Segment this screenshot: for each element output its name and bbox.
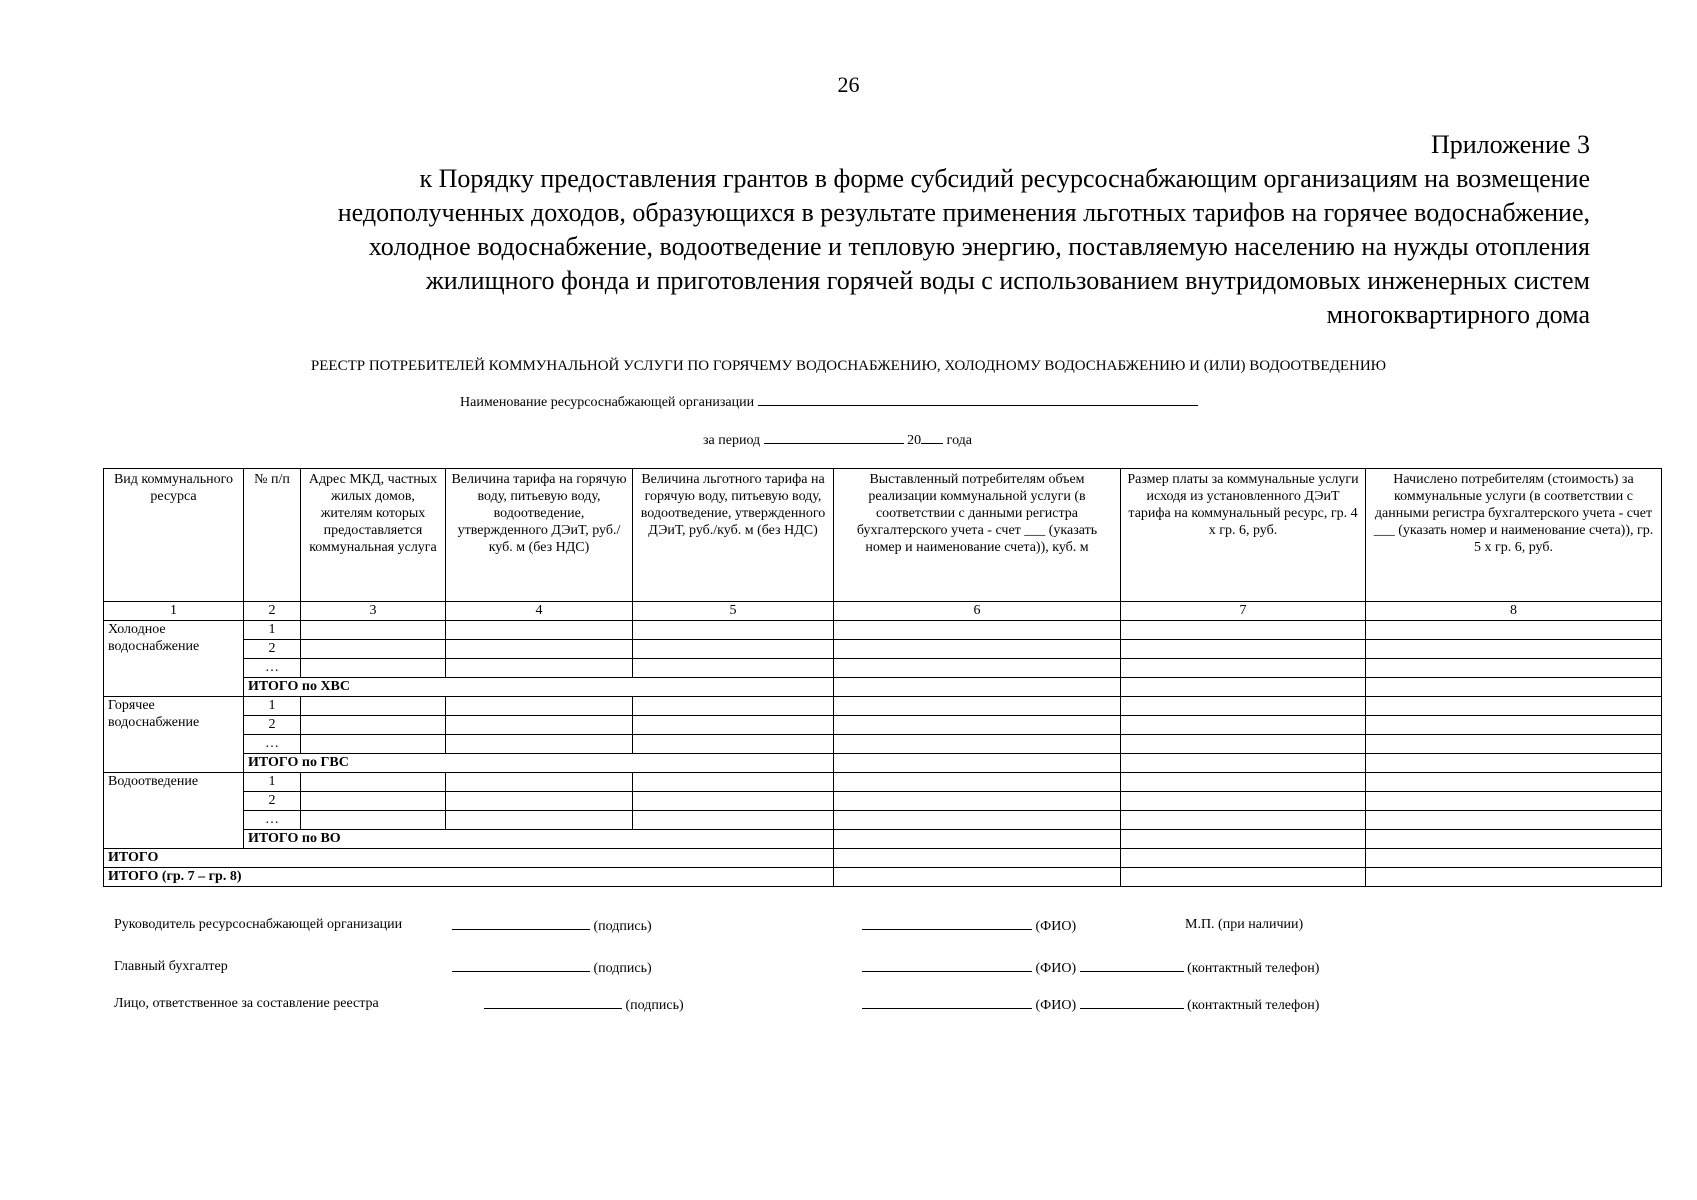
volume-cell <box>834 640 1121 659</box>
address-cell <box>301 659 446 678</box>
column-numbers-row <box>104 602 1662 621</box>
charged-cell <box>1366 868 1662 887</box>
charged-cell <box>1366 678 1662 697</box>
table-row <box>104 735 1662 754</box>
difference-total-label: ИТОГО (гр. 7 – гр. 8) <box>104 868 834 887</box>
signature-sign <box>452 959 652 977</box>
resource-cell: Водоотведение <box>104 773 244 849</box>
table-row <box>104 811 1662 830</box>
column-number: 6 <box>834 602 1121 621</box>
column-number: 7 <box>1121 602 1366 621</box>
col-header-preferential-tariff: Величина льготного тарифа на горячую воду, питьевую воду, водоотведение, утвержденного ДЭиТ, руб./куб. м (без НДС) <box>633 469 834 602</box>
row-number: 1 <box>244 773 301 792</box>
address-cell <box>301 621 446 640</box>
row-number: 2 <box>244 792 301 811</box>
period-blank <box>764 431 904 444</box>
signature-sign-label: (подпись) <box>625 998 684 1013</box>
tariff-cell <box>446 735 633 754</box>
payment-cell <box>1121 659 1366 678</box>
signature-role: Главный бухгалтер <box>114 959 228 974</box>
pref-tariff-cell <box>633 716 834 735</box>
charged-cell <box>1366 792 1662 811</box>
pref-tariff-cell <box>633 735 834 754</box>
period-year-prefix: 20 <box>907 433 922 448</box>
tariff-cell <box>446 697 633 716</box>
signature-sign <box>452 917 652 935</box>
signature-sign <box>484 996 684 1014</box>
tariff-cell <box>446 659 633 678</box>
appendix-line: многоквартирного дома <box>1326 300 1590 329</box>
appendix-line: жилищного фонда и приготовления горячей воды с использованием внутридомовых инженерных систем <box>425 266 1590 295</box>
name-blank <box>862 996 1032 1009</box>
address-cell <box>301 640 446 659</box>
payment-cell <box>1121 868 1366 887</box>
tariff-cell <box>446 640 633 659</box>
period-line <box>703 431 972 449</box>
appendix-line: холодное водоснабжение, водоотведение и тепловую энергию, поставляемую населению на нужды отопления <box>368 232 1590 261</box>
group-total-label: ИТОГО по ВО <box>244 830 834 849</box>
payment-cell <box>1121 678 1366 697</box>
volume-cell <box>834 792 1121 811</box>
tariff-cell <box>446 792 633 811</box>
charged-cell <box>1366 697 1662 716</box>
col-header-volume: Выставленный потребителям объем реализации коммунальной услуги (в соответствии с данными регистра бухгалтерского учета - счет ___ (указать номер и наименование счета)), куб. м <box>834 469 1121 602</box>
sign-blank <box>484 996 622 1009</box>
address-cell <box>301 735 446 754</box>
signature-name <box>862 959 1319 977</box>
group-total-row <box>104 830 1662 849</box>
charged-cell <box>1366 659 1662 678</box>
appendix-line: Приложение 3 <box>1430 130 1590 159</box>
table-header-row <box>104 469 1662 602</box>
signature-extra: М.П. (при наличии) <box>1185 917 1304 932</box>
org-name-line <box>460 393 1198 411</box>
pref-tariff-cell <box>633 811 834 830</box>
period-prefix: за период <box>703 433 761 448</box>
col-header-number: № п/п <box>244 469 301 602</box>
grand-total-label: ИТОГО <box>104 849 834 868</box>
group-total-row <box>104 754 1662 773</box>
table-row <box>104 640 1662 659</box>
signature-extra: (контактный телефон) <box>1187 961 1320 976</box>
volume-cell <box>834 716 1121 735</box>
signature-name <box>862 996 1319 1014</box>
page-number: 26 <box>837 72 860 97</box>
col-header-charged: Начислено потребителям (стоимость) за коммунальные услуги (в соответствии с данными регистра бухгалтерского учета - счет ___ (указать номер и наименование счета)), гр. 5 х гр. 6, руб. <box>1366 469 1662 602</box>
volume-cell <box>834 849 1121 868</box>
charged-cell <box>1366 735 1662 754</box>
address-cell <box>301 811 446 830</box>
volume-cell <box>834 678 1121 697</box>
payment-cell <box>1121 754 1366 773</box>
sign-blank <box>452 917 590 930</box>
signature-role: Руководитель ресурсоснабжающей организации <box>114 917 403 932</box>
col-header-payment: Размер платы за коммунальные услуги исходя из установленного ДЭиТ тарифа на коммунальный ресурс, гр. 4 х гр. 6, руб. <box>1121 469 1366 602</box>
col-header-address: Адрес МКД, частных жилых домов, жителям которых предоставляется коммунальная услуга <box>301 469 446 602</box>
payment-cell <box>1121 621 1366 640</box>
difference-total-row <box>104 868 1662 887</box>
signature-name <box>862 917 1076 935</box>
row-number: … <box>244 735 301 754</box>
appendix-line: к Порядку предоставления грантов в форме субсидий ресурсоснабжающим организациям на возмещение <box>419 164 1590 193</box>
table-row <box>104 697 1662 716</box>
column-number: 5 <box>633 602 834 621</box>
phone-blank <box>1080 959 1184 972</box>
pref-tariff-cell <box>633 659 834 678</box>
group-total-label: ИТОГО по ХВС <box>244 678 834 697</box>
payment-cell <box>1121 640 1366 659</box>
volume-cell <box>834 773 1121 792</box>
volume-cell <box>834 697 1121 716</box>
col-header-resource: Вид коммунального ресурса <box>104 469 244 602</box>
payment-cell <box>1121 830 1366 849</box>
row-number: 1 <box>244 621 301 640</box>
volume-cell <box>834 830 1121 849</box>
org-name-label: Наименование ресурсоснабжающей организации <box>460 395 755 410</box>
address-cell <box>301 792 446 811</box>
signature-sign-label: (подпись) <box>593 919 652 934</box>
volume-cell <box>834 735 1121 754</box>
sign-blank <box>452 959 590 972</box>
tariff-cell <box>446 621 633 640</box>
name-blank <box>862 917 1032 930</box>
volume-cell <box>834 811 1121 830</box>
table-row <box>104 773 1662 792</box>
charged-cell <box>1366 621 1662 640</box>
charged-cell <box>1366 849 1662 868</box>
year-blank <box>921 431 943 444</box>
row-number: 1 <box>244 697 301 716</box>
payment-cell <box>1121 849 1366 868</box>
charged-cell <box>1366 811 1662 830</box>
grand-total-row <box>104 849 1662 868</box>
volume-cell <box>834 621 1121 640</box>
name-blank <box>862 959 1032 972</box>
charged-cell <box>1366 640 1662 659</box>
charged-cell <box>1366 773 1662 792</box>
appendix-line: недополученных доходов, образующихся в результате применения льготных тарифов на горячее водоснабжение, <box>337 198 1590 227</box>
charged-cell <box>1366 754 1662 773</box>
signature-extra: (контактный телефон) <box>1187 998 1320 1013</box>
org-name-blank <box>758 393 1198 406</box>
payment-cell <box>1121 811 1366 830</box>
row-number: … <box>244 811 301 830</box>
registry-table <box>103 468 1662 887</box>
col-header-tariff: Величина тарифа на горячую воду, питьевую воду, водоотведение, утвержденного ДЭиТ, руб./куб. м (без НДС) <box>446 469 633 602</box>
payment-cell <box>1121 773 1366 792</box>
address-cell <box>301 773 446 792</box>
resource-cell: Горячее водоснабжение <box>104 697 244 773</box>
period-suffix: года <box>946 433 972 448</box>
address-cell <box>301 716 446 735</box>
resource-cell: Холодное водоснабжение <box>104 621 244 697</box>
signature-role: Лицо, ответственное за составление реестра <box>114 996 379 1011</box>
table-row <box>104 659 1662 678</box>
table-row <box>104 716 1662 735</box>
tariff-cell <box>446 773 633 792</box>
signature-name-label: (ФИО) <box>1035 961 1077 976</box>
column-number: 2 <box>244 602 301 621</box>
volume-cell <box>834 754 1121 773</box>
signature-name-label: (ФИО) <box>1035 919 1077 934</box>
charged-cell <box>1366 716 1662 735</box>
column-number: 1 <box>104 602 244 621</box>
volume-cell <box>834 868 1121 887</box>
row-number: 2 <box>244 640 301 659</box>
table-row <box>104 621 1662 640</box>
form-title: РЕЕСТР ПОТРЕБИТЕЛЕЙ КОММУНАЛЬНОЙ УСЛУГИ ПО ГОРЯЧЕМУ ВОДОСНАБЖЕНИЮ, ХОЛОДНОМУ ВОДОСНАБЖЕНИЮ И (ИЛИ) ВОДООТВЕДЕНИЮ <box>310 358 1387 374</box>
payment-cell <box>1121 735 1366 754</box>
pref-tariff-cell <box>633 697 834 716</box>
payment-cell <box>1121 697 1366 716</box>
row-number: 2 <box>244 716 301 735</box>
pref-tariff-cell <box>633 792 834 811</box>
pref-tariff-cell <box>633 640 834 659</box>
signature-name-label: (ФИО) <box>1035 998 1077 1013</box>
column-number: 8 <box>1366 602 1662 621</box>
column-number: 4 <box>446 602 633 621</box>
charged-cell <box>1366 830 1662 849</box>
tariff-cell <box>446 811 633 830</box>
column-number: 3 <box>301 602 446 621</box>
pref-tariff-cell <box>633 773 834 792</box>
payment-cell <box>1121 716 1366 735</box>
payment-cell <box>1121 792 1366 811</box>
signature-sign-label: (подпись) <box>593 961 652 976</box>
pref-tariff-cell <box>633 621 834 640</box>
group-total-label: ИТОГО по ГВС <box>244 754 834 773</box>
tariff-cell <box>446 716 633 735</box>
table-row <box>104 792 1662 811</box>
volume-cell <box>834 659 1121 678</box>
group-total-row <box>104 678 1662 697</box>
appendix-heading <box>170 128 1590 332</box>
address-cell <box>301 697 446 716</box>
phone-blank <box>1080 996 1184 1009</box>
row-number: … <box>244 659 301 678</box>
